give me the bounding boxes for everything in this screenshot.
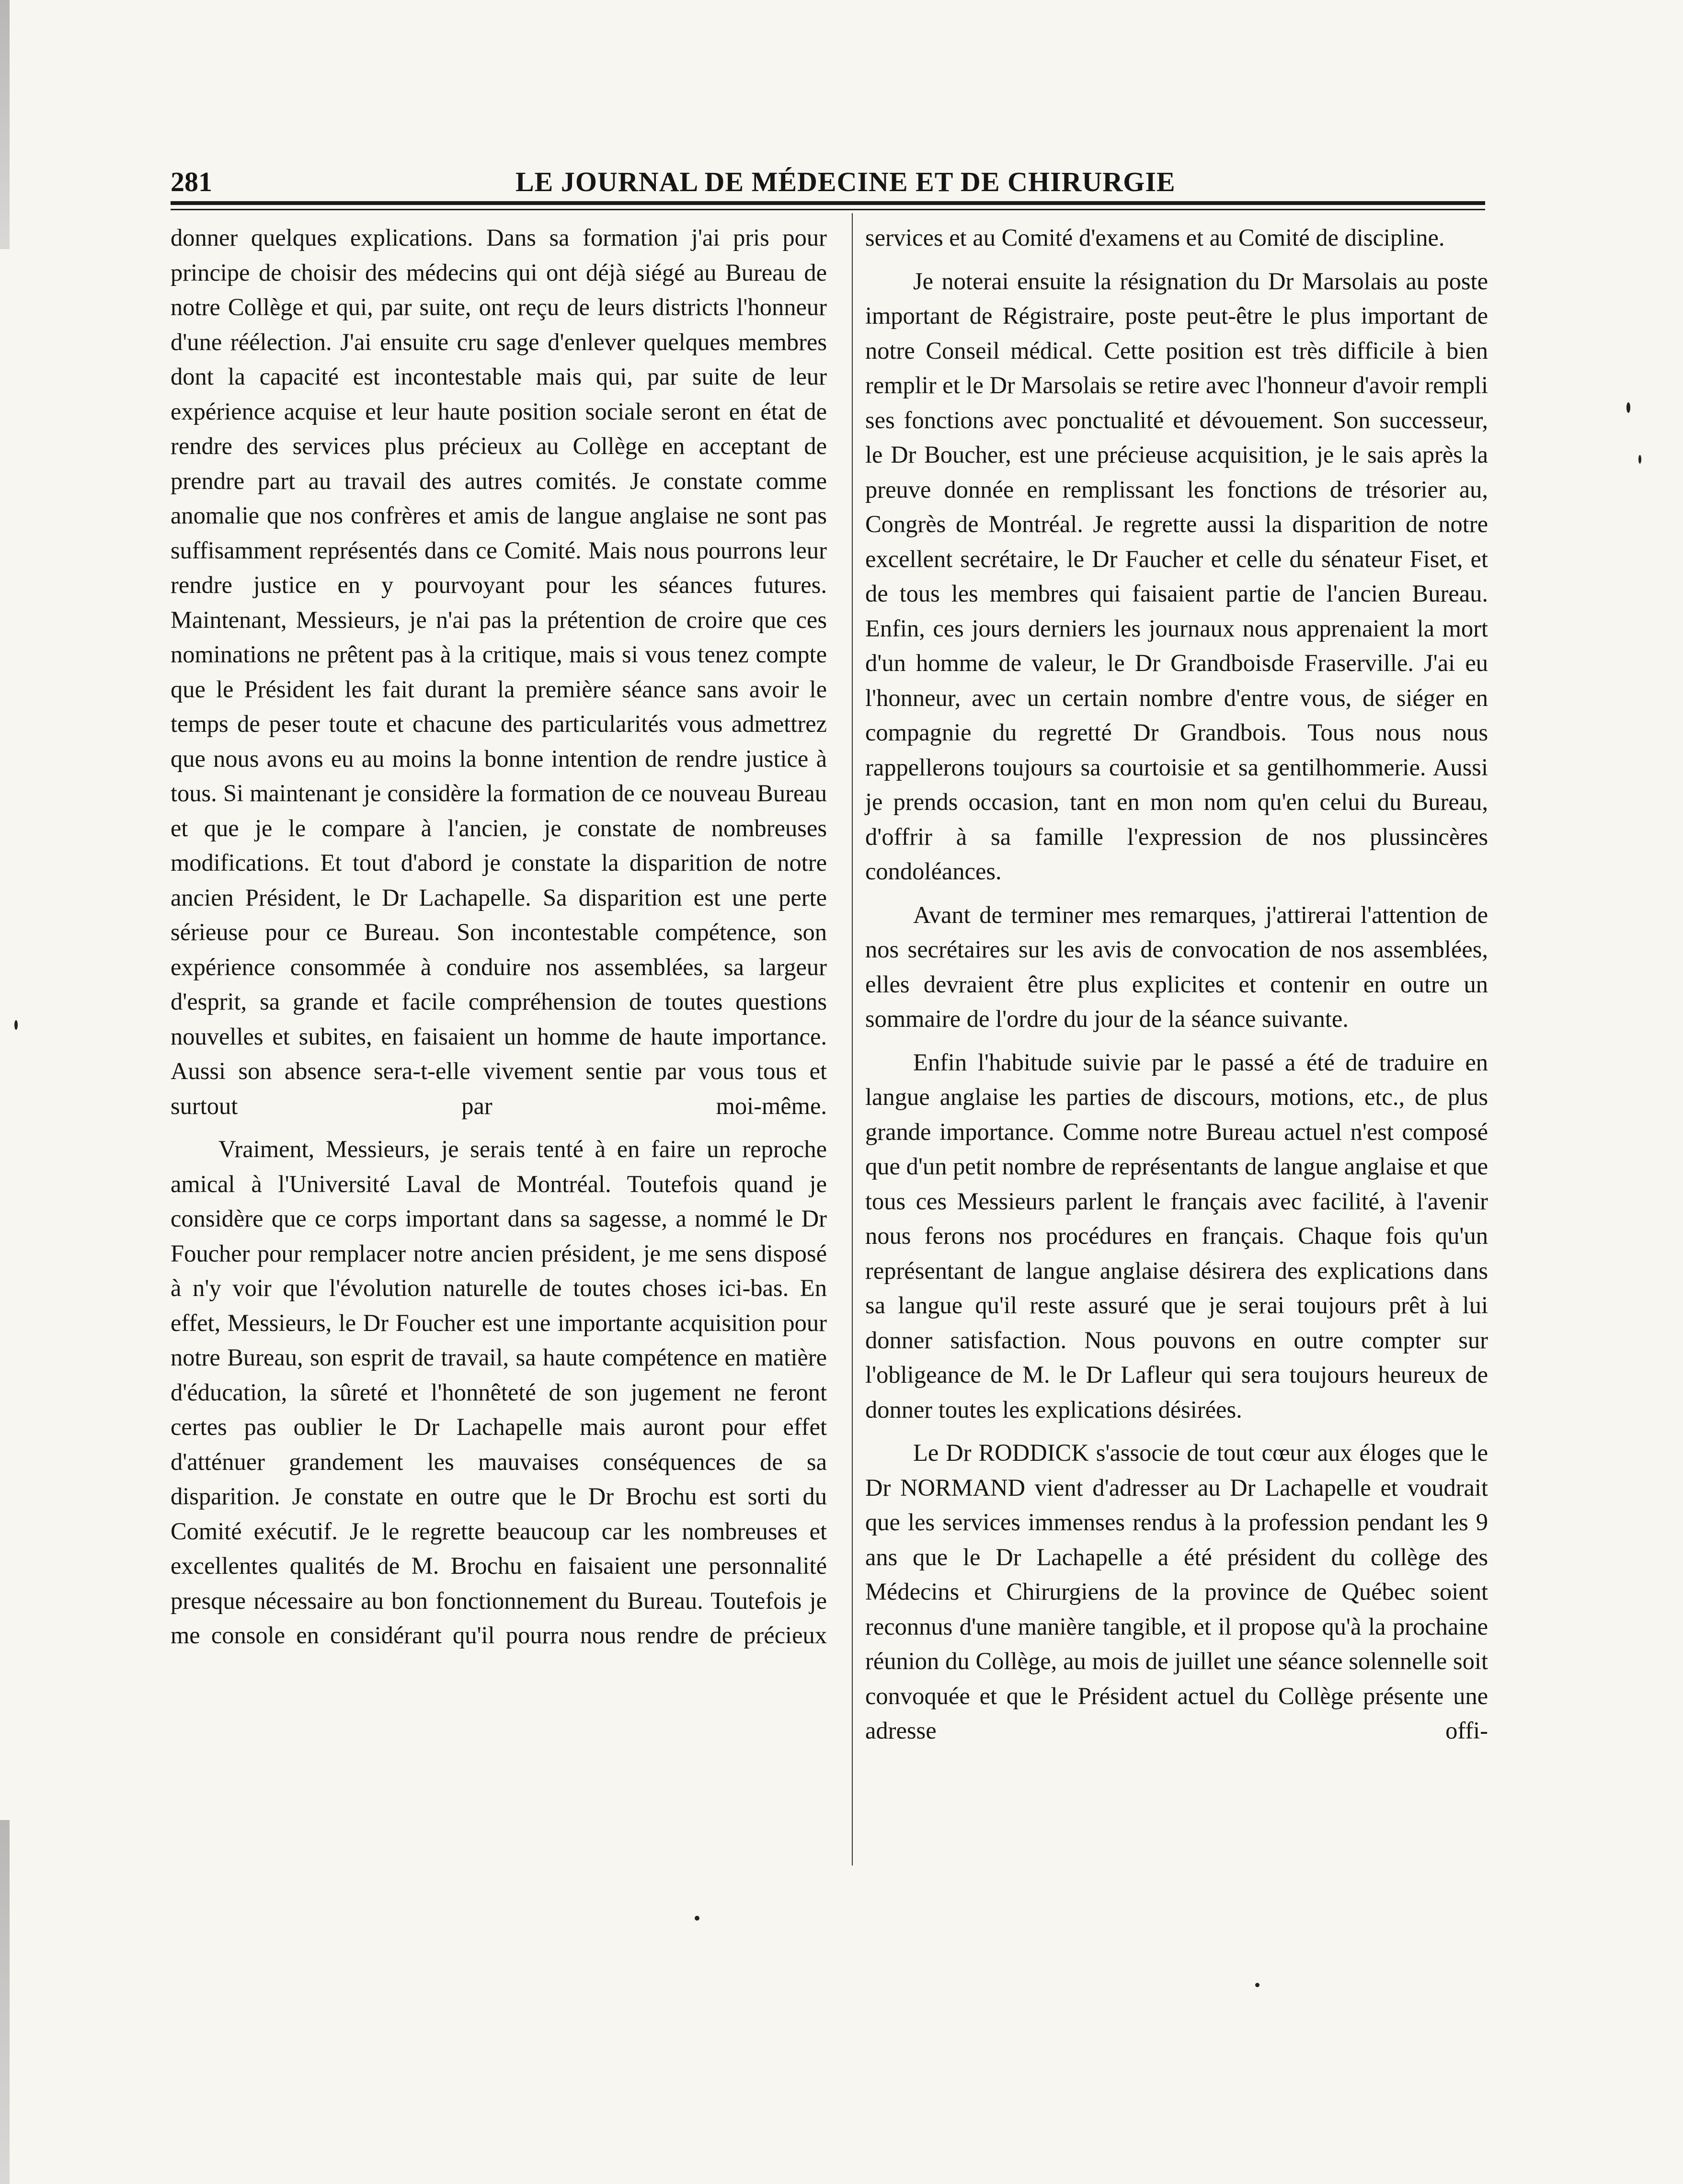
paragraph: Je noterai ensuite la résignation du Dr Marsolais au poste important de Régistraire, poste peut-être le plus important de notre Conseil médical. Cette position est très difficile à bien remplir et le Dr Marsolais se retire avec l'honneur d'avoir rempli ses fonctions avec ponctualité et dévouement. Son successeur, le Dr Boucher, est une précieuse acquisition, je le sais après la preuve donnée en remplissant les fonctions de trésorier au, Congrès de Montréal. Je regrette aussi la disparition de notre excellent secrétaire, le Dr Faucher et celle du sénateur Fiset, et de tous les membres qui faisaient partie de l'ancien Bureau. Enfin, ces jours derniers les journaux nous apprenaient la mort d'un homme de valeur, le Dr Grandboisde Fraserville. J'ai eu l'honneur, avec un certain nombre d'entre vous, de siéger en compagnie du regretté Dr Grandbois. Tous nous nous rappellerons toujours sa courtoisie et sa gentilhommerie. Aussi je prends occasion, tant en mon nom qu'en celui du Bureau, d'offrir à sa famille l'expression de nos plussincères condoléances.	[865, 267, 1488, 885]
scan-margin-shadow	[0, 1820, 10, 2184]
paragraph: Avant de terminer mes remarques, j'attirerai l'attention de nos secrétaires sur les avis de convocation de nos assemblées, elles devraient être plus explicites et contenir en outre un sommaire de l'ordre du jour de la séance suivante.	[865, 901, 1488, 1032]
left-column	[171, 220, 827, 1653]
paragraph: donner quelques explications. Dans sa formation j'ai pris pour principe de choisir des médecins qui ont déjà siégé au Bureau de notre Collège et qui, par suite, ont reçu de leurs districts l'honneur d'une réélection. J'ai ensuite cru sage d'enlever quelques membres dont la capacité est incontestable mais qui, par suite de leur expérience acquise et leur haute position sociale seront en état de rendre des services plus précieux au Collège en acceptant de prendre part au travail des autres comités. Je constate comme anomalie que nos confrères et amis de langue anglaise ne sont pas suffisamment représentés dans ce Comité. Mais nous pourrons leur rendre justice en y pourvoyant pour les séances futures. Maintenant, Messieurs, je n'ai pas la prétention de croire que ces nominations ne prêtent pas à la critique, mais si vous tenez compte que le Président les fait durant la première séance sans avoir le temps de peser toute et chacune des particularités vous admettrez que nous avons eu au moins la bonne intention de rendre justice à tous. Si maintenant je considère la formation de ce nouveau Bureau et que je le compare à l'ancien, je constate de nombreuses modifications. Et tout d'abord je constate la disparition de notre ancien Président, le Dr Lachapelle. Sa disparition est une perte sérieuse pour ce Bureau. Son incontestable compétence, son expérience consommée à conduire nos assemblées, sa largeur d'esprit, sa grande et facile compréhension de toutes questions nouvelles et subites, en faisaient un homme de haute importance. Aussi son absence sera-t-elle vivement sentie par vous tous et surtout par moi-même.	[171, 224, 827, 1119]
column-divider	[852, 213, 853, 1866]
scan-speck	[1626, 402, 1630, 413]
scan-speck	[1255, 1983, 1259, 1987]
page-number: 281	[171, 166, 212, 197]
journal-title: LE JOURNAL DE MÉDECINE ET DE CHIRURGIE	[515, 166, 1176, 197]
header-rule-thin	[171, 209, 1485, 210]
running-header	[171, 165, 1485, 199]
header-rule-thick	[171, 201, 1485, 205]
scan-speck	[1638, 455, 1641, 464]
paragraph: services et au Comité d'examens et au Comité de discipline.	[865, 224, 1445, 251]
paragraph: Le Dr RODDICK s'associe de tout cœur aux éloges que le Dr NORMAND vient d'adresser au Dr Lachapelle et voudrait que les services immenses rendus à la profession pendant les 9 ans que le Dr Lachapelle a été président du collège des Médecins et Chirurgiens de la province de Québec soient reconnus d'une manière tangible, et il propose qu'à la prochaine réunion du Collège, au mois de juillet une séance solennelle soit convoquée et que le Président actuel du Collège présente une adresse offi-	[865, 1439, 1488, 1744]
scan-speck	[695, 1916, 699, 1921]
scan-speck	[14, 1020, 18, 1030]
paragraph: Vraiment, Messieurs, je serais tenté à en faire un reproche amical à l'Université Laval de Montréal. Toutefois quand je considère que ce corps important dans sa sagesse, a nommé le Dr Foucher pour remplacer notre ancien président, je me sens disposé à n'y voir que l'évolution naturelle de toutes choses ici-bas. En effet, Messieurs, le Dr Foucher est une importante acquisition pour notre Bureau, son esprit de travail, sa haute compétence en matière d'éducation, la sûreté et l'honnêteté de son jugement ne feront certes pas oublier le Dr Lachapelle mais auront pour effet d'atténuer grandement les mauvaises conséquences de sa disparition. Je constate en outre que le Dr Brochu est sorti du Comité exécutif. Je le regrette beaucoup car les nombreuses et excellentes qualités de M. Brochu en faisaient une personnalité presque nécessaire au bon fonctionnement du Bureau. Toutefois je me console en considérant qu'il pourra nous rendre de précieux	[171, 1136, 827, 1649]
paragraph: Enfin l'habitude suivie par le passé a été de traduire en langue anglaise les parties de discours, motions, etc., de plus grande importance. Comme notre Bureau actuel n'est composé que d'un petit nombre de représentants de langue anglaise et que tous ces Messieurs parlent le français avec facilité, à l'avenir nous ferons nos procédures en français. Chaque fois qu'un représentant de langue anglaise désirera des explications dans sa langue qu'il reste assuré que je serai toujours prêt à lui donner satisfaction. Nous pouvons en outre compter sur l'obligeance de M. le Dr Lafleur qui sera toujours heureux de donner toutes les explications désirées.	[865, 1048, 1488, 1423]
scan-margin-shadow	[0, 0, 10, 249]
right-column	[865, 220, 1488, 1748]
